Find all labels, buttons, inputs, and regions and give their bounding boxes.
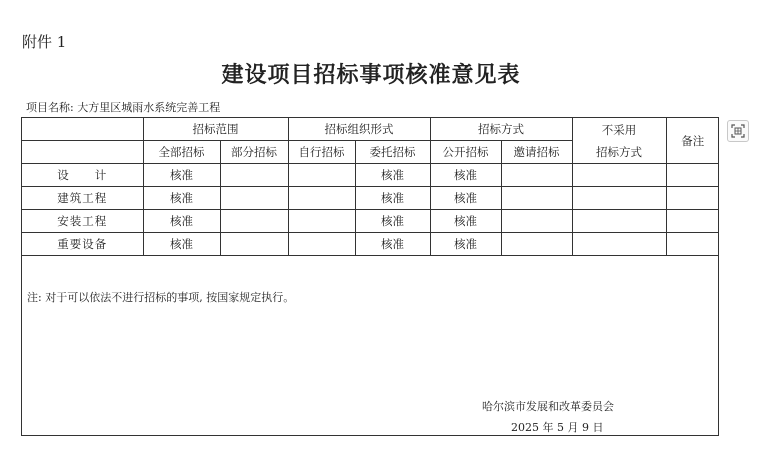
table-row	[22, 210, 719, 233]
cell-entrusted: 核准	[355, 210, 430, 233]
header-row-1	[22, 118, 719, 141]
issue-date: 2025 年 5 月 9 日	[511, 421, 604, 434]
table-row	[22, 233, 719, 256]
cell-not-adopt	[572, 233, 666, 256]
document-title: 建设项目招标事项核准意见表	[221, 62, 521, 88]
cell-invited	[501, 164, 572, 187]
cell-open: 核准	[430, 187, 501, 210]
issuing-organization: 哈尔滨市发展和改革委员会	[482, 400, 614, 413]
header-remarks: 备注	[666, 118, 719, 164]
row-item: 设 计	[22, 164, 143, 187]
cell-remarks	[666, 164, 719, 187]
cell-full: 核准	[143, 164, 220, 187]
cell-full: 核准	[143, 187, 220, 210]
attachment-label: 附件 1	[22, 33, 67, 51]
header-open: 公开招标	[430, 141, 501, 164]
cell-open: 核准	[430, 210, 501, 233]
row-item: 安装工程	[22, 210, 143, 233]
cell-invited	[501, 187, 572, 210]
header-not-adopt-line2: 招标方式	[596, 144, 642, 159]
row-item: 建筑工程	[22, 187, 143, 210]
cell-remarks	[666, 187, 719, 210]
header-method: 招标方式	[430, 118, 572, 141]
frame-select-button[interactable]	[727, 120, 749, 142]
row-item: 重要设备	[22, 233, 143, 256]
table-row	[22, 164, 719, 187]
cell-invited	[501, 210, 572, 233]
note-text: 注: 对于可以依法不进行招标的事项, 按国家规定执行。	[27, 291, 295, 304]
header-entrusted: 委托招标	[355, 141, 430, 164]
header-scope: 招标范围	[143, 118, 288, 141]
cell-self	[288, 210, 355, 233]
header-blank	[22, 118, 143, 141]
header-partial: 部分招标	[220, 141, 288, 164]
cell-partial	[220, 210, 288, 233]
cell-entrusted: 核准	[355, 187, 430, 210]
cell-partial	[220, 187, 288, 210]
cell-self	[288, 187, 355, 210]
cell-not-adopt	[572, 164, 666, 187]
header-not-adopt-line1: 不采用	[601, 122, 637, 137]
header-self: 自行招标	[288, 141, 355, 164]
header-full: 全部招标	[143, 141, 220, 164]
cell-open: 核准	[430, 164, 501, 187]
frame-select-icon	[731, 124, 745, 138]
header-not-adopt	[572, 118, 666, 164]
cell-self	[288, 233, 355, 256]
cell-open: 核准	[430, 233, 501, 256]
cell-entrusted: 核准	[355, 233, 430, 256]
cell-partial	[220, 233, 288, 256]
cell-invited	[501, 233, 572, 256]
approval-form	[21, 117, 719, 436]
header-blank-2	[22, 141, 143, 164]
cell-self	[288, 164, 355, 187]
cell-full: 核准	[143, 233, 220, 256]
header-invited: 邀请招标	[501, 141, 572, 164]
cell-partial	[220, 164, 288, 187]
cell-remarks	[666, 210, 719, 233]
cell-full: 核准	[143, 210, 220, 233]
project-name: 项目名称: 大方里区城雨水系统完善工程	[26, 101, 221, 114]
cell-entrusted: 核准	[355, 164, 430, 187]
cell-remarks	[666, 233, 719, 256]
header-org-form: 招标组织形式	[288, 118, 430, 141]
cell-not-adopt	[572, 187, 666, 210]
table-row	[22, 187, 719, 210]
cell-not-adopt	[572, 210, 666, 233]
approval-table	[22, 118, 719, 256]
